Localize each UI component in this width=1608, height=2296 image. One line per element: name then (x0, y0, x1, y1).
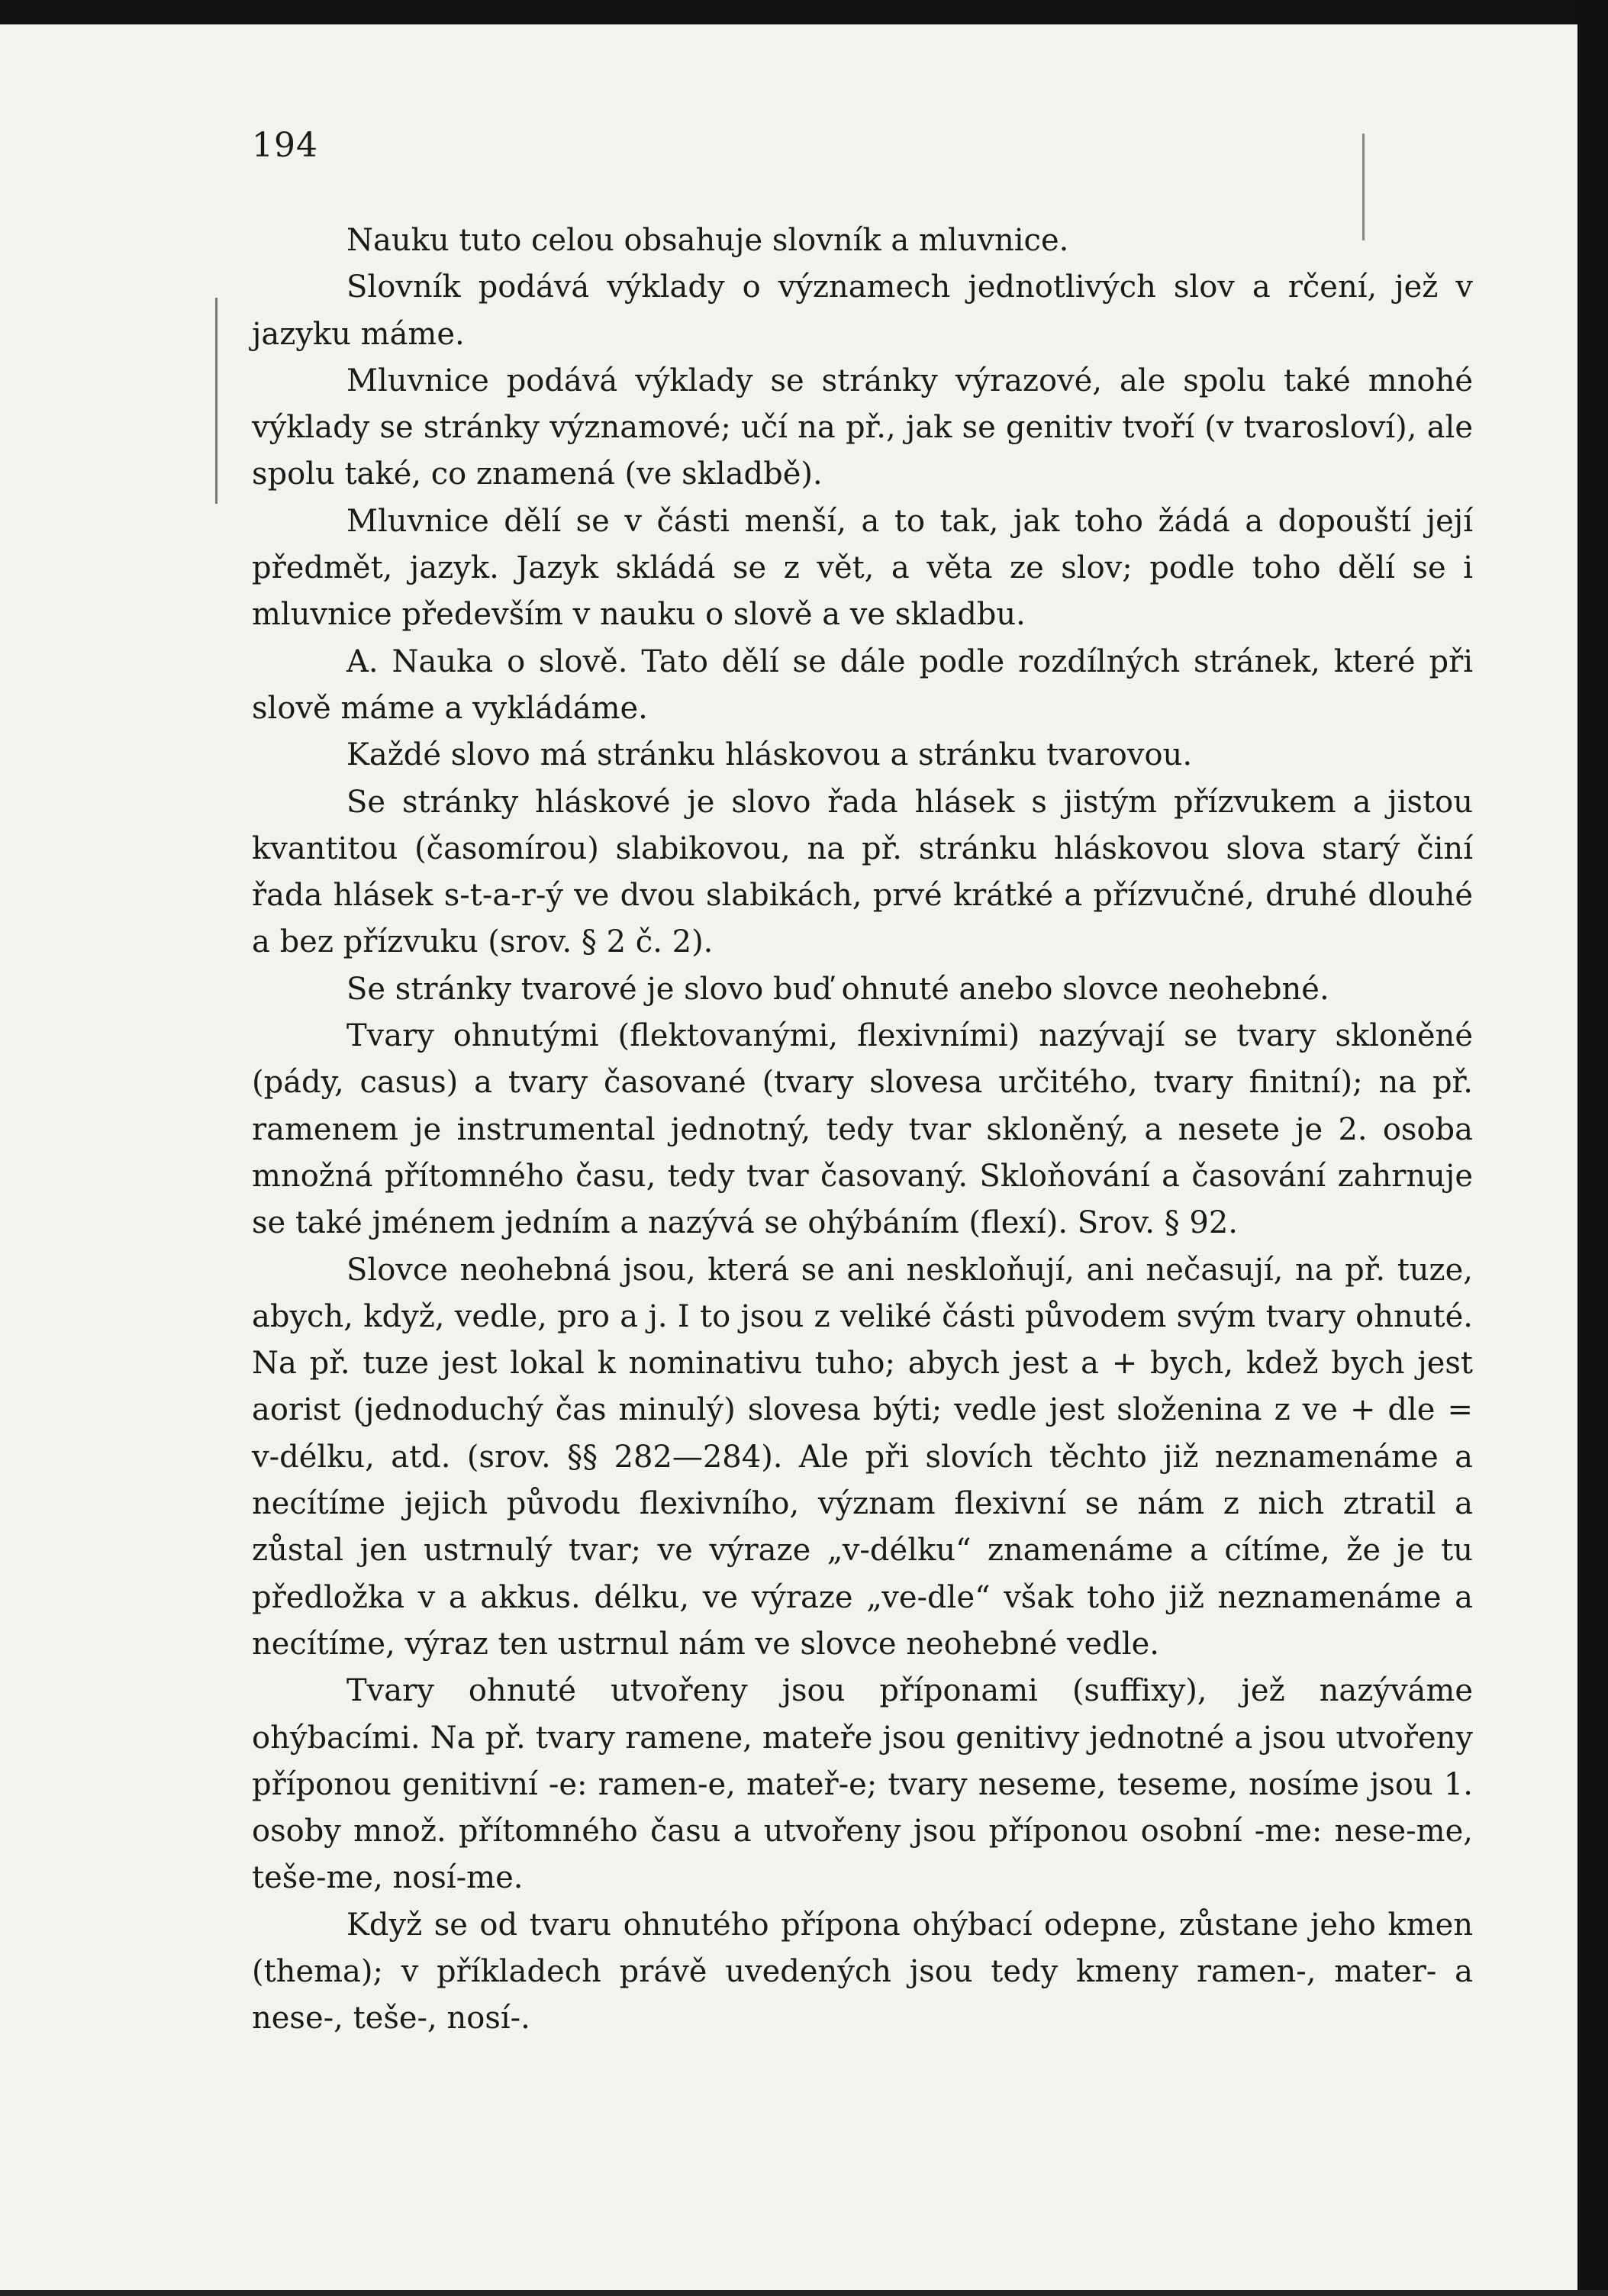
paragraph: Se stránky tvarové je slovo buď ohnuté anebo slovce neohebné. (346, 971, 1329, 1007)
paragraph: Když se od tvaru ohnutého přípona ohýbací odepne, zůstane jeho kmen (thema); v příkladech právě uvedených jsou tedy kmeny ramen-, mater- a nese-, teše-, nosí-. (252, 1907, 1473, 2036)
paragraph: Mluvnice podává výklady se stránky výrazové, ale spolu také mnohé výklady se stránky významové; učí na př., jak se genitiv tvoří (v tvarosloví), ale spolu také, co znamená (ve skladbě). (252, 363, 1473, 492)
paragraph: Tvary ohnutými (flektovanými, flexivními) nazývají se tvary skloněné (pády, casus) a tvary časované (tvary slovesa určitého, tvary finitní); na př. ramenem je instrumental jednotný, tedy tvar skloněný, a nesete je 2. osoba množná přítomného času, tedy tvar časovaný. Skloňování a časování zahrnuje se také jménem jedním a nazývá se ohýbáním (flexí). Srov. § 92. (252, 1018, 1473, 1241)
paragraph: Slovce neohebná jsou, která se ani neskloňují, ani nečasují, na př. tuze, abych, když, vedle, pro a j. I to jsou z veliké části původem svým tvary ohnuté. Na př. tuze jest lokal k nominativu tuho; abych jest a + bych, kdež bych jest aorist (jednoduchý čas minulý) slovesa býti; vedle jest složenina z ve + dle = v-délku, atd. (srov. §§ 282—284). Ale při slovích těchto již neznamenáme a necítíme jejich původu flexivního, význam flexivní se nám z nich ztratil a zůstal jen ustrnulý tvar; ve výraze „v-délku“ znamenáme a cítíme, že je tu předložka v a akkus. délku, ve výraze „ve-dle“ však toho již neznamenáme a necítíme, výraz ten ustrnul nám ve slovce neohebné vedle. (252, 1252, 1473, 1662)
paragraph: Nauku tuto celou obsahuje slovník a mluvnice. (346, 223, 1069, 258)
paragraph: Se stránky hláskové je slovo řada hlásek s jistým přízvukem a jistou kvantitou (časomírou) slabikovou, na př. stránku hláskovou slova starý činí řada hlásek s-t-a-r-ý ve dvou slabikách, prvé krátké a přízvučné, druhé dlouhé a bez přízvuku (srov. § 2 č. 2). (252, 784, 1473, 960)
scan-border-bottom (0, 2290, 1608, 2296)
paragraph: Každé slovo má stránku hláskovou a stránku tvarovou. (346, 737, 1193, 773)
scan-border-top (0, 0, 1608, 24)
section-heading-paragraph: A. Nauka o slově. Tato dělí se dále podle rozdílných stránek, které při slově máme a vykládáme. (252, 643, 1473, 726)
body-text (252, 218, 1473, 2043)
paragraph: Tvary ohnuté utvořeny jsou příponami (suffixy), jež nazýváme ohýbacími. Na př. tvary ramene, mateře jsou genitivy jednotné a jsou utvořeny příponou genitivní -e: ramen-e, mateř-e; tvary neseme, teseme, nosíme jsou 1. osoby množ. přítomného času a utvořeny jsou příponou osobní -me: nese-me, teše-me, nosí-me. (252, 1673, 1473, 1896)
paragraph: Mluvnice dělí se v části menší, a to tak, jak toho žádá a dopouští její předmět, jazyk. Jazyk skládá se z vět, a věta ze slov; podle toho dělí se i mluvnice především v nauku o slově a ve skladbu. (252, 503, 1473, 633)
scan-border-right (1577, 0, 1608, 2296)
page-number: 194 (252, 126, 318, 165)
margin-pencil-mark (215, 298, 218, 504)
paragraph: Slovník podává výklady o významech jednotlivých slov a rčení, jež v jazyku máme. (252, 269, 1473, 352)
